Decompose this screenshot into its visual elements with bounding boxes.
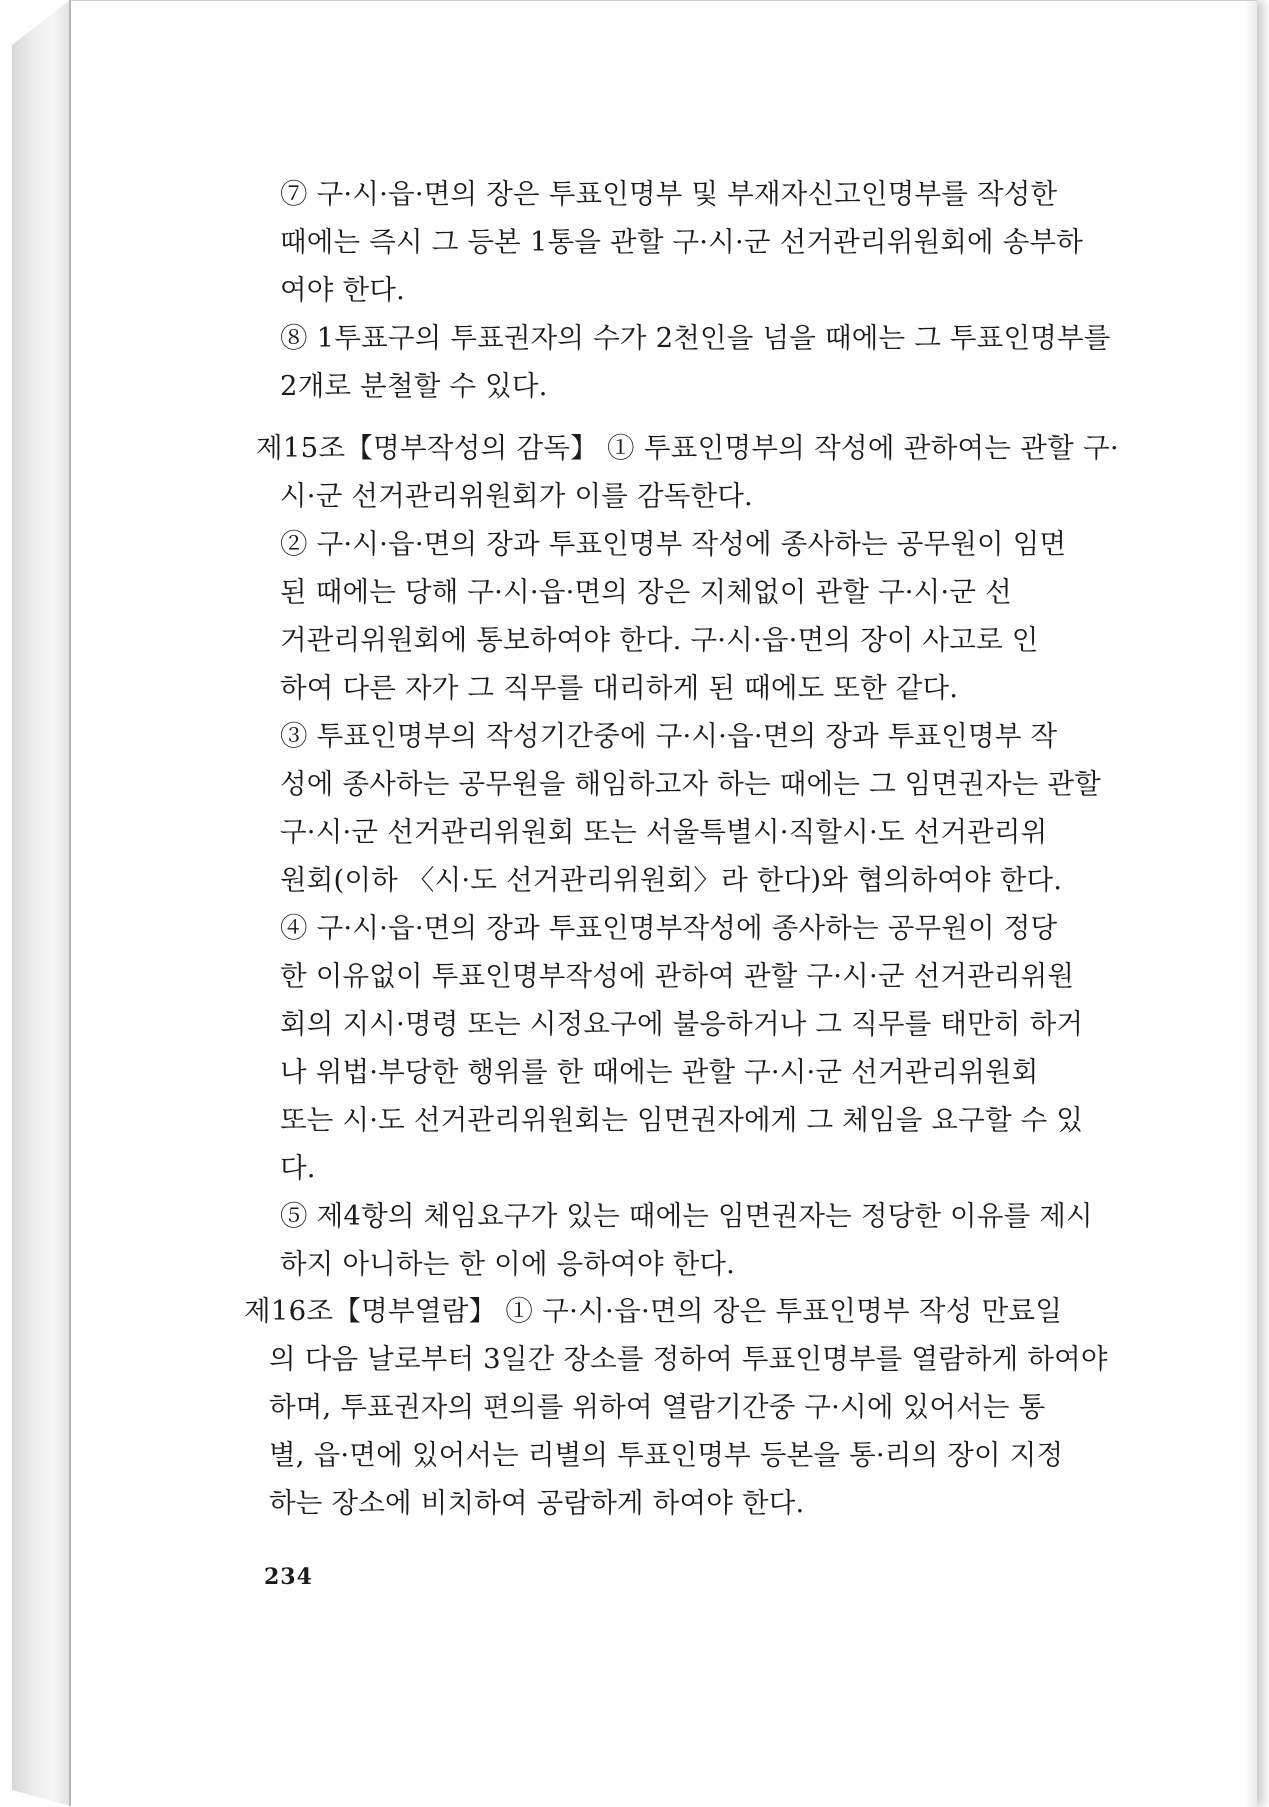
text-line: 회의 지시·명령 또는 시정요구에 불응하거나 그 직무를 태만히 하거 (280, 1008, 1084, 1040)
text-line: 하는 장소에 비치하여 공람하게 하여야 한다. (269, 1487, 805, 1519)
text-line: 별, 읍·면에 있어서는 리별의 투표인명부 등본을 통·리의 장이 지정 (269, 1439, 1064, 1471)
book-spine (12, 0, 70, 1806)
text-line: 또는 시·도 선거관리위원회는 임면권자에게 그 체임을 요구할 수 있 (280, 1104, 1084, 1136)
article-16-heading: 제16조【명부열람】 ① 구·시·읍·면의 장은 투표인명부 작성 만료일 (244, 1295, 1063, 1327)
page-number: 234 (264, 1564, 313, 1590)
text-line: 다. (280, 1152, 316, 1184)
text-line: 2개로 분철할 수 있다. (280, 370, 548, 402)
text-line: ⑦ 구·시·읍·면의 장은 투표인명부 및 부재자신고인명부를 작성한 (280, 178, 1058, 210)
text-line: ⑧ 1투표구의 투표권자의 수가 2천인을 넘을 때에는 그 투표인명부를 (280, 322, 1111, 354)
text-line: 구·시·군 선거관리위원회 또는 서울특별시·직할시·도 선거관리위 (280, 816, 1048, 848)
text-line: ② 구·시·읍·면의 장과 투표인명부 작성에 종사하는 공무원이 임면 (280, 528, 1067, 560)
text-line: ④ 구·시·읍·면의 장과 투표인명부작성에 종사하는 공무원이 정당 (280, 912, 1058, 944)
text-line: 하여 다른 자가 그 직무를 대리하게 된 때에도 또한 같다. (280, 672, 959, 704)
text-line: 여야 한다. (280, 274, 405, 306)
text-line: 시·군 선거관리위원회가 이를 감독한다. (280, 480, 753, 512)
article-15-heading: 제15조【명부작성의 감독】 ① 투표인명부의 작성에 관하여는 관할 구· (256, 432, 1119, 464)
page-edge-shadow (1245, 1, 1257, 1807)
text-line: 거관리위원회에 통보하여야 한다. 구·시·읍·면의 장이 사고로 인 (280, 624, 1039, 656)
text-line: ⑤ 제4항의 체임요구가 있는 때에는 임면권자는 정당한 이유를 제시 (280, 1200, 1093, 1232)
page-body (71, 1, 1257, 1807)
text-line: 의 다음 날로부터 3일간 장소를 정하여 투표인명부를 열람하게 하여야 (269, 1343, 1108, 1375)
text-line: 나 위법·부당한 행위를 한 때에는 관할 구·시·군 선거관리위원회 (280, 1056, 1039, 1088)
text-line: 성에 종사하는 공무원을 해임하고자 하는 때에는 그 임면권자는 관할 (280, 768, 1101, 800)
text-line: 하며, 투표권자의 편의를 위하여 열람기간중 구·시에 있어서는 통 (269, 1391, 1046, 1423)
text-line: ③ 투표인명부의 작성기간중에 구·시·읍·면의 장과 투표인명부 작 (280, 720, 1058, 752)
book-page (71, 0, 1257, 1807)
text-line: 때에는 즉시 그 등본 1통을 관할 구·시·군 선거관리위원회에 송부하 (280, 226, 1083, 258)
text-line: 원회(이하 〈시·도 선거관리위원회〉라 한다)와 협의하여야 한다. (280, 864, 1063, 896)
text-line: 된 때에는 당해 구·시·읍·면의 장은 지체없이 관할 구·시·군 선 (280, 576, 1012, 608)
text-line: 하지 아니하는 한 이에 응하여야 한다. (280, 1248, 736, 1280)
text-line: 한 이유없이 투표인명부작성에 관하여 관할 구·시·군 선거관리위원 (280, 960, 1075, 992)
